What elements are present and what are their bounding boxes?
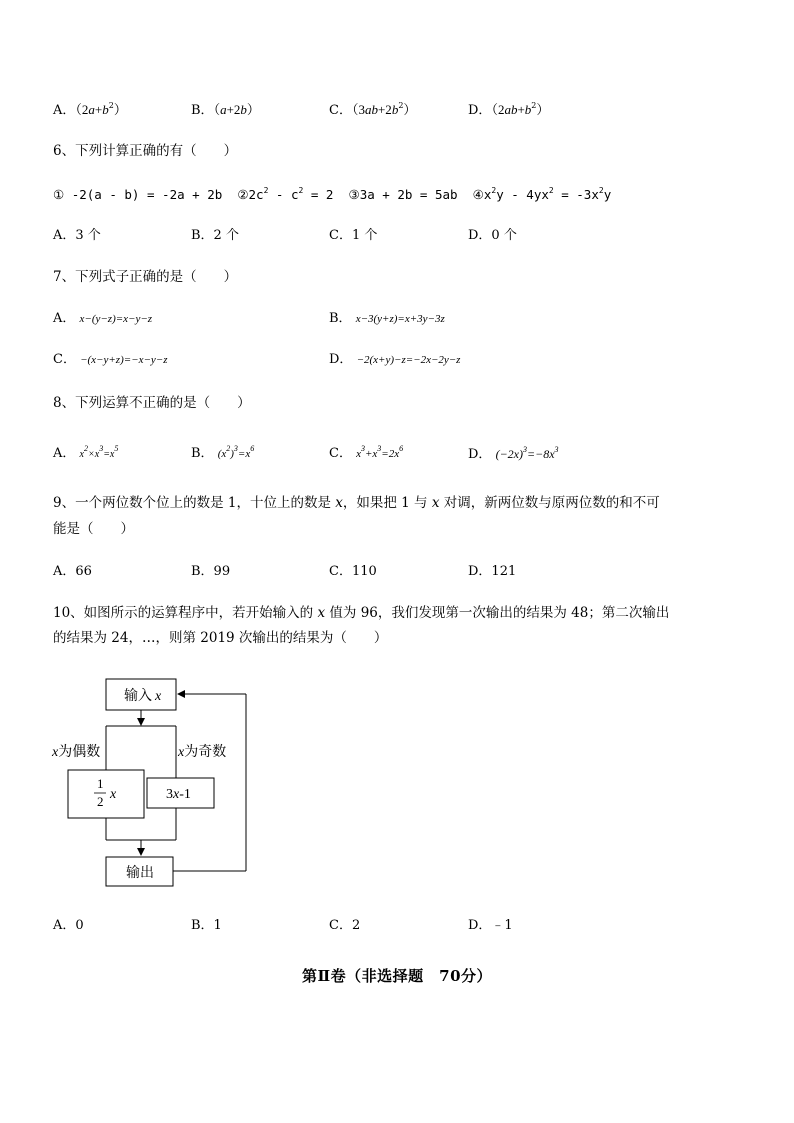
q7-option-c: C． −(x−y+z)=−x−y−z [53, 352, 168, 367]
q10-stem-line1: 10、如图所示的运算程序中，若开始输入的 x 值为 96，我们发现第一次输出的结果为 48；第二次输出 [53, 605, 670, 621]
q6-statements [53, 187, 611, 203]
q6-statement-1: ① -2(a - b) = -2a + 2b [53, 187, 223, 202]
q8-option-c: C． $x^3+x^3=2x^6$ [329, 444, 404, 461]
q6-statement-4: $④x^2y - 4yx^2 = -3x^2y$ [472, 186, 612, 202]
q9-option-a: A．66 [53, 564, 92, 579]
q10-option-a: A．0 [53, 918, 84, 933]
q7-option-b: B． x−3(y+z)=x+3y−3z [329, 311, 445, 326]
q6-statement-3: ③3a + 2b = 5ab [348, 187, 458, 202]
q9-stem-line2: 能是（ ） [53, 521, 134, 537]
flow-output-label: 输出 [126, 866, 154, 881]
q9-option-d: D．121 [468, 564, 517, 579]
q10-option-d: D．﹣1 [468, 918, 513, 933]
q6-option-d: D．0 个 [468, 228, 517, 243]
flow-even-box [68, 770, 144, 818]
q5-option-b: B．（a+2b） [191, 102, 260, 118]
q6-option-c: C．1 个 [329, 228, 378, 243]
flow-half-numerator: 1 [97, 776, 104, 791]
q5-option-c: C．$(3ab+2b^2)$ [329, 101, 417, 118]
q7-option-a: A． x−(y−z)=x−y−z [53, 311, 153, 326]
q6-stem: 6、下列计算正确的有（ ） [53, 143, 238, 159]
q8-stem: 8、下列运算不正确的是（ ） [53, 395, 251, 411]
q9-stem-line1: 9、一个两位数个位上的数是 1，十位上的数是 x，如果把 1 与 x 对调，新两位数与原两位数的和不可 [53, 495, 660, 511]
flow-odd-expr: 3x-1 [166, 787, 191, 802]
flow-even-label: x为偶数 [52, 745, 101, 760]
q9-option-b: B．99 [191, 564, 231, 579]
section-title: 第Ⅱ卷（非选择题 70分） [301, 967, 493, 985]
q6-statement-2: $②2c^2 - c^2 = 2$ [237, 186, 334, 202]
q5-option-a: A．$(2a+b^2)$ [53, 101, 127, 118]
q10-option-b: B．1 [191, 918, 222, 933]
flow-odd-label: x为奇数 [178, 745, 227, 760]
q7-option-d: D． −2(x+y)−z=−2x−2y−z [329, 352, 461, 367]
q5-option-d: D．$(2ab+b^2)$ [468, 101, 550, 118]
q10-stem-line2: 的结果为 24，…，则第 2019 次输出的结果为（ ） [53, 630, 388, 646]
q8-option-a: A． $x^2\times x^3=x^5$ [53, 444, 119, 461]
q10-option-c: C．2 [329, 918, 361, 933]
flow-input-label: 输入 x [124, 689, 162, 704]
flow-half-denominator: 2 [97, 794, 104, 809]
q8-option-d: D． $(-2x)^3=-8x^3$ [468, 445, 559, 462]
q9-option-c: C．110 [329, 564, 377, 579]
q10-flowchart [50, 672, 260, 892]
q7-stem: 7、下列式子正确的是（ ） [53, 269, 238, 285]
q8-option-b: B． $(x^2)^3=x^6$ [191, 444, 255, 461]
q6-option-b: B．2 个 [191, 228, 239, 243]
q6-option-a: A．3 个 [53, 228, 101, 243]
flow-half-var: x [110, 787, 117, 802]
